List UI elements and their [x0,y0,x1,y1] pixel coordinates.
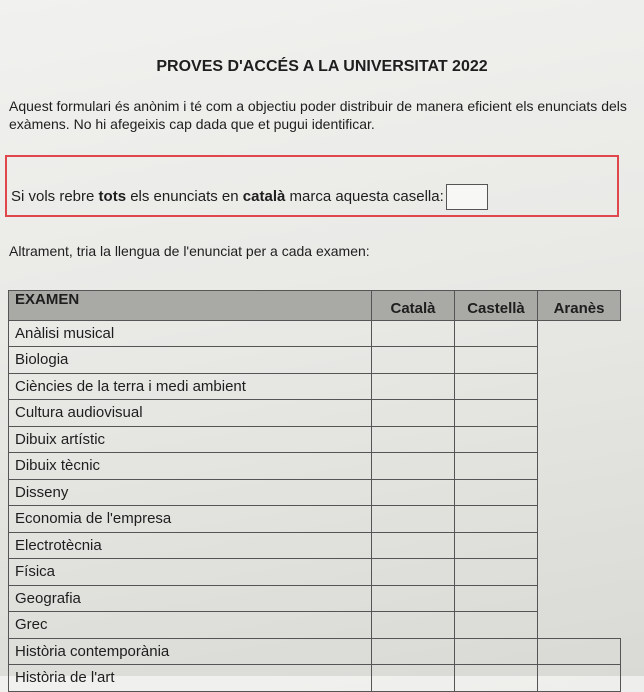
text-bold: tots [98,187,127,205]
checkbox-catala[interactable] [372,585,455,612]
exam-name: Dibuix tècnic [9,453,372,480]
exam-name: Història de l'art [9,665,372,692]
checkbox-castella[interactable] [455,347,538,374]
table-row [9,320,621,347]
header-catala: Català [372,291,455,321]
checkbox-castella[interactable] [455,426,538,453]
table-row [9,347,621,374]
empty-cell [538,373,621,400]
checkbox-castella[interactable] [455,532,538,559]
empty-cell [538,532,621,559]
table-row [9,453,621,480]
header-aranes: Aranès [538,291,621,321]
empty-cell [538,320,621,347]
checkbox-castella[interactable] [455,453,538,480]
table-row [9,585,621,612]
checkbox-catala[interactable] [372,665,455,692]
table-row [9,373,621,400]
header-exam: EXAMEN [9,291,372,321]
checkbox-catala[interactable] [372,320,455,347]
checkbox-castella[interactable] [455,665,538,692]
text: els enunciats en [126,187,243,205]
table-row [9,559,621,586]
checkbox-castella[interactable] [455,400,538,427]
checkbox-catala[interactable] [372,559,455,586]
empty-cell [538,453,621,480]
exam-name: Anàlisi musical [9,320,372,347]
empty-cell [538,426,621,453]
exam-name: Ciències de la terra i medi ambient [9,373,372,400]
all-catalan-instruction [11,184,488,210]
text-bold: català [242,187,286,205]
checkbox-catala[interactable] [372,638,455,665]
exam-name: Economia de l'empresa [9,506,372,533]
empty-cell [538,347,621,374]
checkbox-castella[interactable] [455,559,538,586]
checkbox-catala[interactable] [372,400,455,427]
checkbox-catala[interactable] [372,373,455,400]
checkbox-castella[interactable] [455,373,538,400]
checkbox-aranes[interactable] [538,638,621,665]
table-row [9,400,621,427]
exam-name: Grec [9,612,372,639]
empty-cell [538,585,621,612]
empty-cell [538,559,621,586]
table-row [9,532,621,559]
exam-name: Física [9,559,372,586]
empty-cell [538,400,621,427]
checkbox-castella[interactable] [455,638,538,665]
checkbox-catala[interactable] [372,453,455,480]
checkbox-catala[interactable] [372,347,455,374]
intro-text: Aquest formulari és anònim i té com a objectiu poder distribuir de manera eficient els enunciats dels exàmens. No hi afegeixis cap dada que et pugui identificar. [9,98,627,132]
table-row [9,665,621,692]
empty-cell [538,479,621,506]
checkbox-catala[interactable] [372,612,455,639]
table-row [9,638,621,665]
exam-name: Disseny [9,479,372,506]
highlight-box [5,155,619,217]
checkbox-aranes[interactable] [538,665,621,692]
checkbox-catala[interactable] [372,426,455,453]
checkbox-castella[interactable] [455,479,538,506]
exam-name: Electrotècnia [9,532,372,559]
checkbox-castella[interactable] [455,585,538,612]
other-instruction: Altrament, tria la llengua de l'enunciat per a cada examen: [9,243,370,259]
exam-name: Cultura audiovisual [9,400,372,427]
all-catalan-checkbox[interactable] [446,184,488,210]
exam-name: Història contemporània [9,638,372,665]
table-row [9,612,621,639]
exam-name: Dibuix artístic [9,426,372,453]
checkbox-castella[interactable] [455,506,538,533]
table-row [9,479,621,506]
empty-cell [538,612,621,639]
table-row [9,426,621,453]
checkbox-castella[interactable] [455,320,538,347]
text: Si vols rebre [11,187,99,205]
checkbox-catala[interactable] [372,506,455,533]
checkbox-castella[interactable] [455,612,538,639]
checkbox-catala[interactable] [372,532,455,559]
exam-name: Biologia [9,347,372,374]
checkbox-catala[interactable] [372,479,455,506]
header-castella: Castellà [455,291,538,321]
exam-name: Geografia [9,585,372,612]
empty-cell [538,506,621,533]
table-row [9,506,621,533]
exam-language-table [8,290,621,692]
text: marca aquesta casella: [285,187,444,205]
form-title: PROVES D'ACCÉS A LA UNIVERSITAT 2022 [156,58,488,75]
